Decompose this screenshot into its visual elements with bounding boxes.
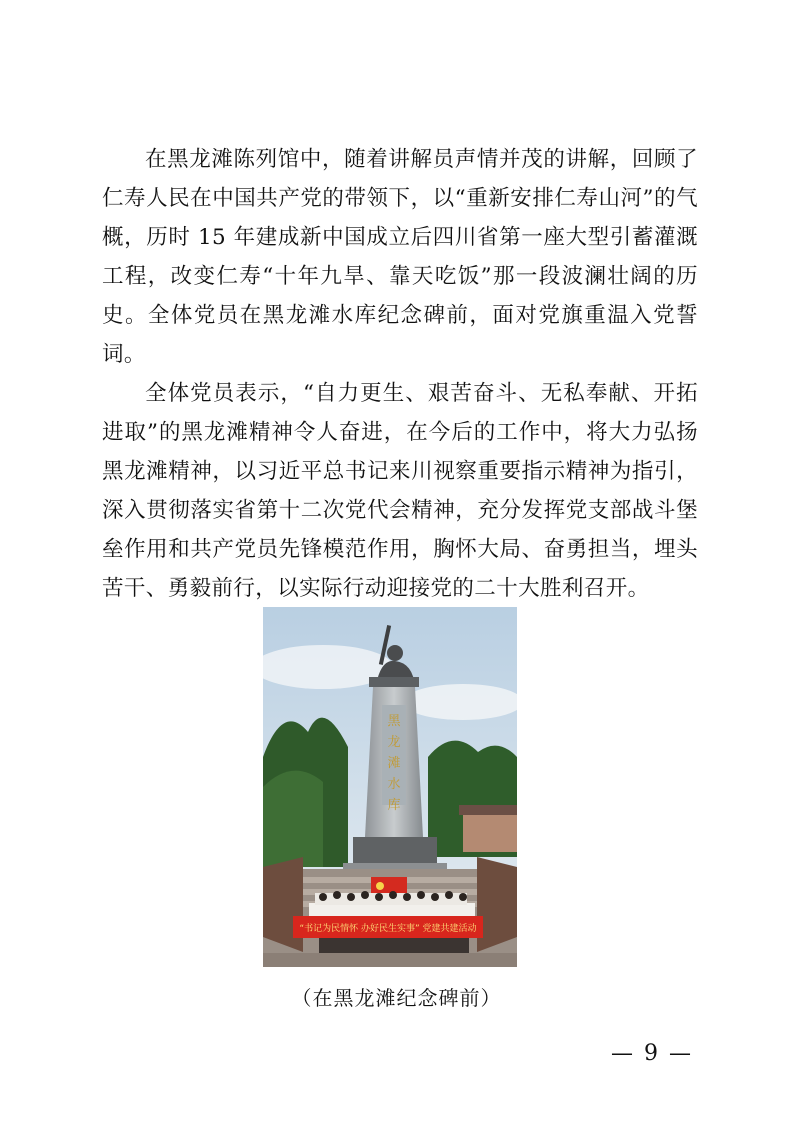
monument-photo-illustration <box>263 607 517 967</box>
monument-photo <box>263 607 517 967</box>
photo-caption: （在黑龙滩纪念碑前） <box>291 986 502 1010</box>
svg-text:滩: 滩 <box>387 756 401 771</box>
body-text <box>102 140 698 608</box>
paragraph-1: 在黑龙滩陈列馆中，随着讲解员声情并茂的讲解，回顾了仁寿人民在中国共产党的带领下，以“重新安排仁寿山河”的气概，历时 15 年建成新中国成立后四川省第一座大型引蓄灌溉工程，改变仁寿“十年九旱、靠天吃饭”那一段波澜壮阔的历史。全体党员在黑龙滩水库纪念碑前，面对党旗重温入党誓词。 <box>102 147 698 367</box>
banner-text: “书记为民情怀 办好民生实事” 党建共建活动 <box>299 924 477 934</box>
people-legs <box>319 938 469 954</box>
paragraph-2: 全体党员表示，“自力更生、艰苦奋斗、无私奉献、开拓进取”的黑龙滩精神令人奋进，在今后的工作中，将大力弘扬黑龙滩精神，以习近平总书记来川视察重要指示精神为指引，深入贯彻落实省第十二次党代会精神，充分发挥党支部战斗堡垒作用和共产党员先锋模范作用，胸怀大局、奋勇担当，埋头苦干、勇毅前行，以实际行动迎接党的二十大胜利召开。 <box>102 381 698 601</box>
svg-text:水: 水 <box>387 777 401 792</box>
svg-text:库: 库 <box>387 798 401 813</box>
page-number: — 9 — <box>611 1041 693 1066</box>
svg-text:龙: 龙 <box>387 735 401 750</box>
svg-text:黑: 黑 <box>387 714 401 729</box>
group-of-people <box>309 891 475 917</box>
